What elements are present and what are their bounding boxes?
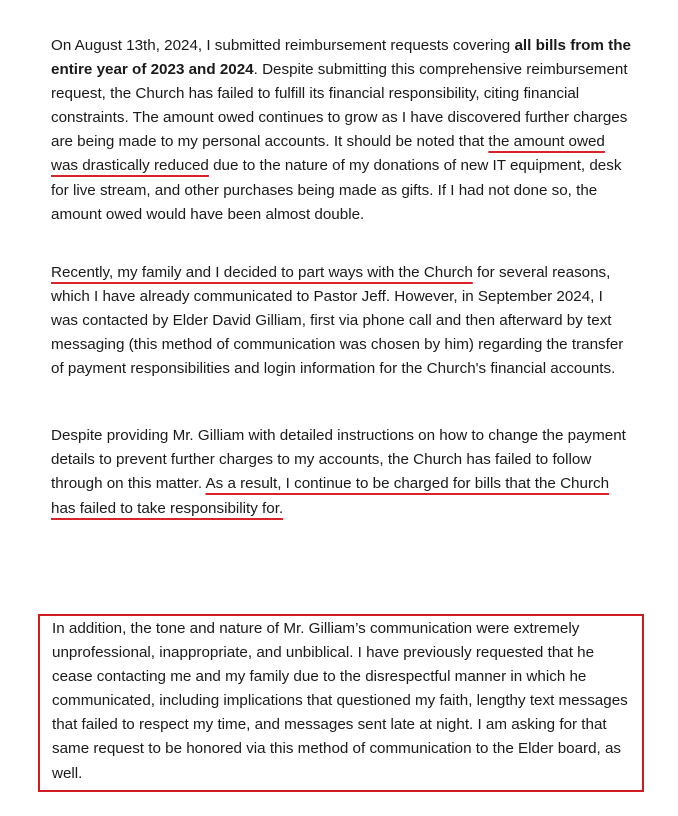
document-body <box>51 34 631 521</box>
p1-text-2: . Despite submitting this comprehensive reimbursement request, the Church has failed to fulfill its financial responsibility, citing financial constraints. The amount owed continues to grow as I have discovered further charges are being made to my personal accounts. It should be noted that <box>51 61 628 151</box>
p3-underlined-charged: As a result, I continue to be charged for bills that the Church has failed to take responsibility for. <box>51 475 610 517</box>
p1-underlined-amount: the amount owed was drastically reduced <box>51 133 605 175</box>
p2-text-1: for several reasons, which I have already communicated to Pastor Jeff. However, in September 2024, I was contacted by Elder David Gilliam, first via phone call and then afterward by text messaging (this method of communication was chosen by him) regarding the transfer of payment responsibilities and login information for the Church's financial accounts. <box>51 263 624 378</box>
p1-text-3: due to the nature of my donations of new IT equipment, desk for live stream, and other purchases being made as gifts. If I had not done so, the amount owed would have been almost double. <box>51 157 622 223</box>
p1-bold-years: all bills from the entire year of 2023 and 2024 <box>51 37 631 79</box>
paragraph-parting-ways <box>51 261 631 381</box>
p2-underlined-part-ways: Recently, my family and I decided to part ways with the Church <box>51 263 473 281</box>
paragraph-payment-details <box>51 424 631 520</box>
p3-text-1: Despite providing Mr. Gilliam with detailed instructions on how to change the payment details to prevent further charges to my accounts, the Church has failed to follow through on this matter. <box>51 427 626 493</box>
p4-text-1: In addition, the tone and nature of Mr. Gilliam’s communication were extremely unprofessional, inappropriate, and unbiblical. I have previously requested that he cease contacting me and my family due to the disrespectful manner in which he communicated, including implications that questioned my faith, lengthy text messages that failed to respect my time, and messages sent late at night. I am asking for that same request to be honored via this method of communication to the Elder board, as well. <box>52 620 628 782</box>
highlight-box <box>38 614 644 792</box>
paragraph-reimbursement <box>51 34 631 227</box>
p1-text-1: On August 13th, 2024, I submitted reimbursement requests covering <box>51 37 515 54</box>
paragraph-communication-tone <box>52 617 632 786</box>
